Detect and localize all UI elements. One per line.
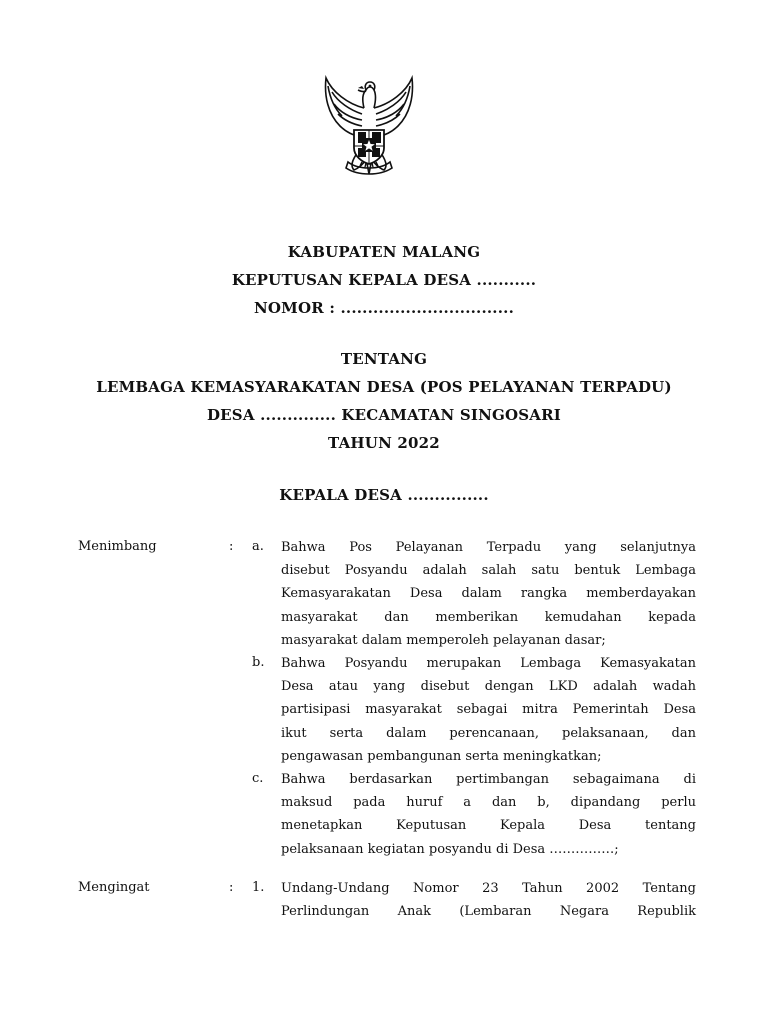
text-line: Bahwa Pos Pelayanan Terpadu yang selanjutnya	[281, 540, 696, 555]
text-line: masyarakat dan memberikan kemudahan kepada	[281, 609, 696, 625]
text-line: Desa atau yang disebut dengan LKD adalah wadah	[281, 679, 696, 695]
item-marker-a: a.	[252, 539, 264, 554]
text-line: Kemasyarakatan Desa dalam rangka memberdayakan	[281, 586, 696, 602]
text-line: Bahwa Posyandu merupakan Lembaga Kemasyakatan	[281, 656, 696, 671]
decree-heading: KEPUTUSAN KEPALA DESA ...........	[231, 271, 537, 289]
menimbang-item-c	[281, 768, 696, 861]
subject-title-line2: DESA .............. KECAMATAN SINGOSARI	[206, 406, 562, 424]
text-line: menetapkan Keputusan Kepala Desa tentang	[281, 818, 696, 834]
text-line: Perlindungan Anak (Lembaran Negara Republik	[281, 904, 696, 920]
item-marker-1: 1.	[252, 880, 265, 895]
text-line: Undang-Undang Nomor 23 Tahun 2002 Tentang	[281, 881, 696, 896]
text-line: pelaksanaan kegiatan posyandu di Desa ……………;	[281, 841, 619, 857]
menimbang-label: Menimbang	[78, 539, 157, 554]
mengingat-item-1	[281, 877, 696, 923]
text-line: ikut serta dalam perencanaan, pelaksanaan, dan	[281, 725, 696, 741]
mengingat-colon: :	[229, 880, 234, 895]
text-line: pengawasan pembangunan serta meningkatkan;	[281, 748, 602, 764]
menimbang-item-a	[281, 536, 696, 652]
text-line: masyarakat dalam memperoleh pelayanan dasar;	[281, 632, 606, 648]
subject-year: TAHUN 2022	[328, 434, 440, 452]
mengingat-label: Mengingat	[78, 880, 150, 895]
tentang-heading: TENTANG	[340, 350, 428, 368]
garuda-emblem-icon	[318, 74, 420, 178]
text-line: Bahwa berdasarkan pertimbangan sebagaimana di	[281, 772, 696, 787]
menimbang-item-b	[281, 652, 696, 768]
menimbang-colon: :	[229, 539, 234, 554]
subject-title-line1: LEMBAGA KEMASYARAKATAN DESA (POS PELAYANAN TERPADU)	[96, 378, 672, 396]
text-line: maksud pada huruf a dan b, dipandang perlu	[281, 795, 696, 811]
item-marker-c: c.	[252, 771, 264, 786]
authority-heading: KEPALA DESA ...............	[279, 486, 489, 504]
text-line: disebut Posyandu adalah salah satu bentuk Lembaga	[281, 563, 696, 579]
text-line: partisipasi masyarakat sebagai mitra Pemerintah Desa	[281, 702, 696, 718]
number-heading: NOMOR : ................................	[253, 299, 514, 317]
item-marker-b: b.	[252, 655, 265, 670]
regency-heading: KABUPATEN MALANG	[287, 243, 481, 261]
